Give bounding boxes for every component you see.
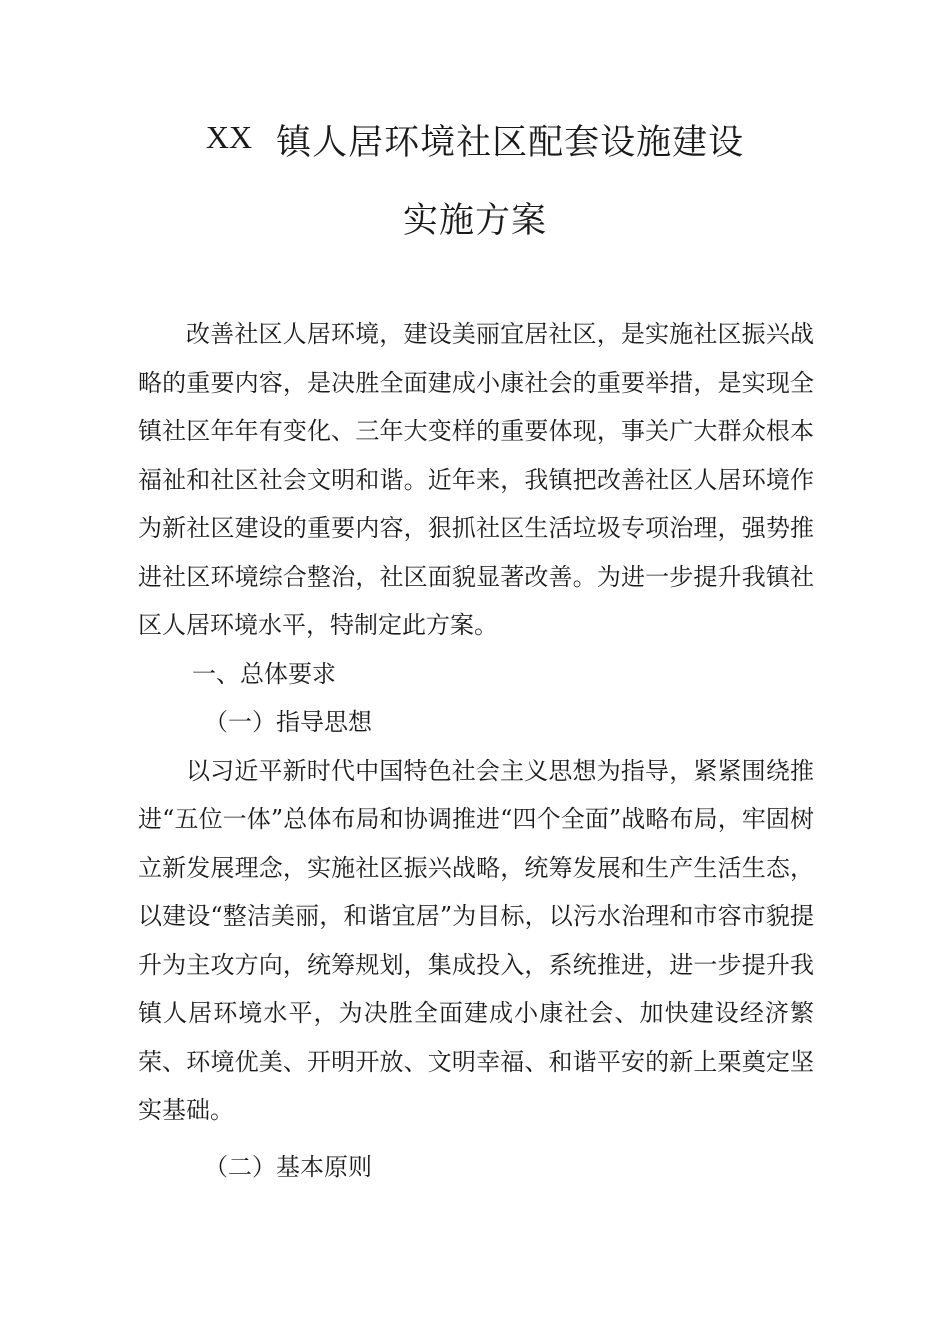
subsection-heading-basic-principles: （二）基本原则	[204, 1152, 372, 1181]
guiding-ideology-paragraph: 以习近平新时代中国特色社会主义思想为指导，紧紧围绕推进“五位一体”总体布局和协调推进“四个全面”战略布局，牢固树立新发展理念，实施社区振兴战略，统筹发展和生产生活生态，以建设“整洁美丽，和谐宜居”为目标，以污水治理和市容市貌提升为主攻方向，统筹规划，集成投入，系统推进，进一步提升我镇人居环境水平，为决胜全面建成小康社会、加快建设经济繁荣、环境优美、开明开放、文明幸福、和谐平安的新上栗奠定坚实基础。	[138, 756, 814, 1124]
subsection-heading-guiding-ideology: （一）指导思想	[204, 708, 372, 736]
intro-paragraph: 改善社区人居环境，建设美丽宜居社区，是实施社区振兴战略的重要内容，是决胜全面建成小康社会的重要举措，是实现全镇社区年年有变化、三年大变样的重要体现，事关广大群众根本福祉和社区社会文明和谐。近年来，我镇把改善社区人居环境作为新社区建设的重要内容，狠抓社区生活垃圾专项治理，强势推进社区环境综合整治，社区面貌显著改善。为进一步提升我镇社区人居环境水平，特制定此方案。	[138, 320, 814, 639]
document-title-line1	[0, 118, 950, 168]
document-body	[138, 310, 814, 1191]
section-heading-general-requirements: 一、总体要求	[192, 659, 336, 688]
title-main: 镇人居环境社区配套设施建设	[276, 123, 745, 163]
title-prefix: XX	[205, 119, 253, 155]
document-title-line2: 实施方案	[402, 201, 547, 241]
